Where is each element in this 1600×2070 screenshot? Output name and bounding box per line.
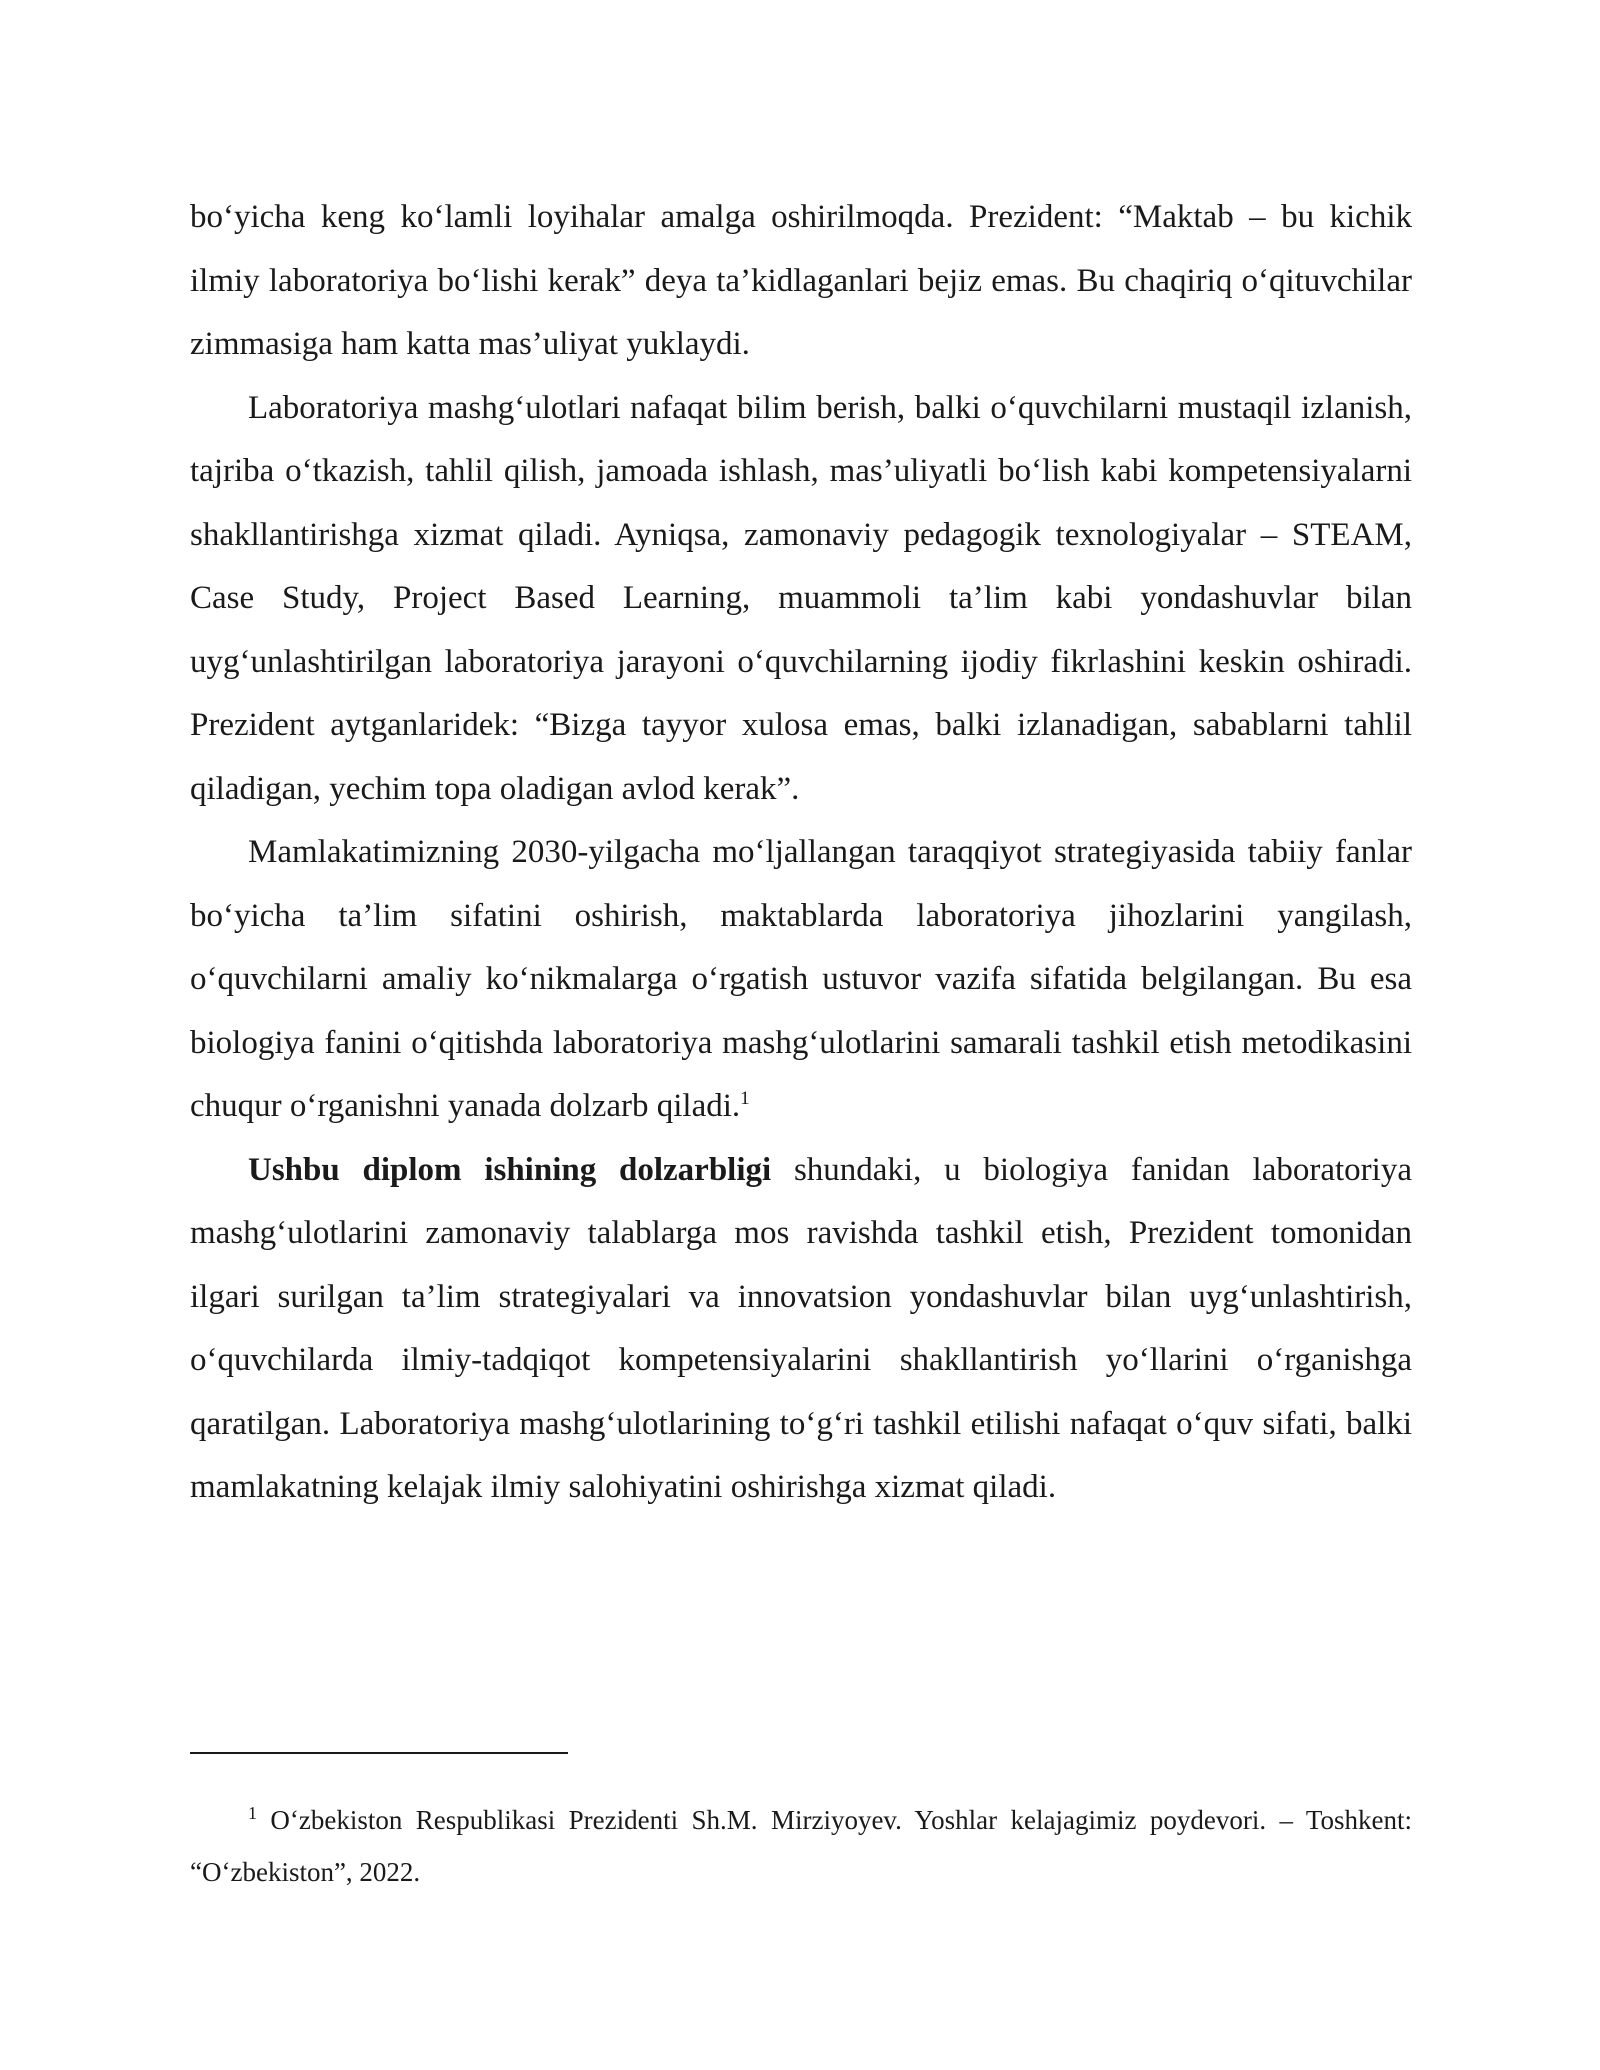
footnote-number: 1: [248, 1803, 257, 1823]
footnote-reference[interactable]: 1: [740, 1088, 750, 1109]
paragraph-laboratory-lessons: Laboratoriya mashg‘ulotlari nafaqat bilim berish, balki o‘quvchilarni mustaqil izlanish, tajriba o‘tkazish, tahlil qilish, jamoada ishlash, mas’uliyatli bo‘lish kabi kompetensiyalarni shakllantirishga xizmat qiladi. Ayniqsa, zamonaviy pedagogik texnologiyalar – STEAM, Case Study, Project Based Learning, muammoli ta’lim kabi yondashuvlar bilan uyg‘unlashtirilgan laboratoriya jarayoni o‘quvchilarning ijodiy fikrlashini keskin oshiradi. Prezident aytganlaridek: “Bizga tayyor xulosa emas, balki izlanadigan, sabablarni tahlil qiladigan, yechim topa oladigan avlod kerak”.: [190, 389, 1412, 807]
body-text: [190, 186, 1412, 1520]
footnote-separator: [190, 1752, 568, 1754]
paragraph-strategy-2030-text: Mamlakatimizning 2030-yilgacha mo‘ljallangan taraqqiyot strategiyasida tabiiy fanlar bo‘yicha ta’lim sifatini oshirish, maktablarda laboratoriya jihozlarini yangilash, o‘quvchilarni amaliy ko‘nikmalarga o‘rgatish ustuvor vazifa sifatida belgilangan. Bu esa biologiya fanini o‘qitishda laboratoriya mashg‘ulotlarini samarali tashkil etish metodikasini chuqur o‘rganishni yanada dolzarb qiladi.: [190, 834, 1412, 1124]
relevance-text: shundaki, u biologiya fanidan laboratoriya mashg‘ulotlarini zamonaviy talablarga mos ravishda tashkil etish, Prezident tomonidan ilgari surilgan ta’lim strategiyalari va innovatsion yondashuvlar bilan uyg‘unlashtirish, o‘quvchilarda ilmiy-tadqiqot kompetensiyalarini shakllantirish yo‘llarini o‘rganishga qaratilgan. Laboratoriya mashg‘ulotlarining to‘g‘ri tashkil etilishi nafaqat o‘quv sifati, balki mamlakatning kelajak ilmiy salohiyatini oshirishga xizmat qiladi.: [190, 1151, 1412, 1505]
paragraph-continuation: bo‘yicha keng ko‘lamli loyihalar amalga oshirilmoqda. Prezident: “Maktab – bu kichik ilmiy laboratoriya bo‘lishi kerak” deya ta’kidlaganlari bejiz emas. Bu chaqiriq o‘qituvchilar zimmasiga ham katta mas’uliyat yuklaydi.: [190, 199, 1412, 362]
footnote-area: [190, 1794, 1412, 1898]
paragraph-strategy-2030: [190, 821, 1412, 1139]
footnote-1: [190, 1794, 1412, 1898]
relevance-heading: Ushbu diplom ishining dolzarbligi: [248, 1151, 772, 1188]
paragraph-relevance: [190, 1139, 1412, 1520]
footnote-text: O‘zbekiston Respublikasi Prezidenti Sh.M. Mirziyoyev. Yoshlar kelajagimiz poydevori. – Toshkent: “O‘zbekiston”, 2022.: [190, 1805, 1412, 1887]
